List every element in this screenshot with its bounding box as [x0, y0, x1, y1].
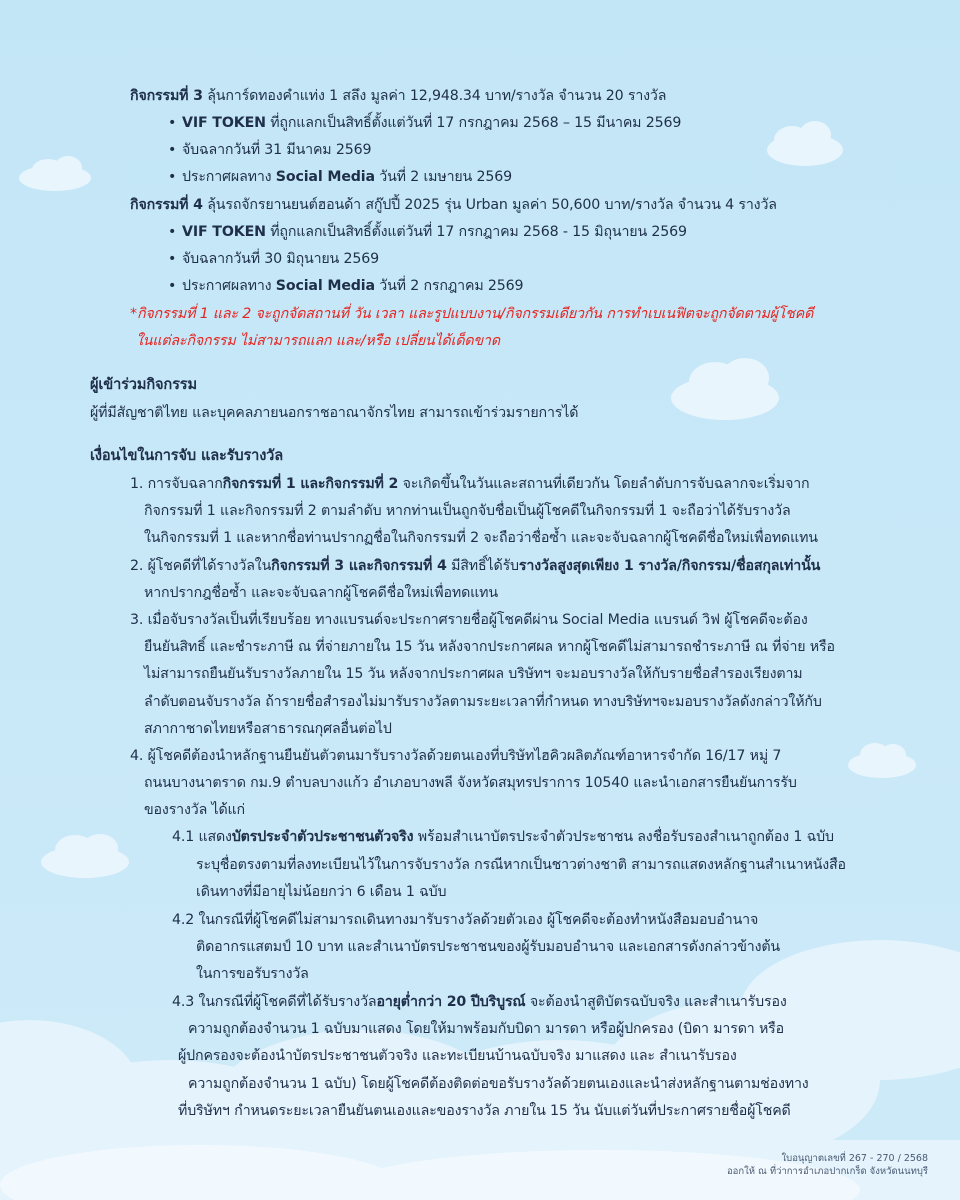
condition-3-line-4: ลำดับตอนจับรางวัล ถ้ารายชื่อสำรองไม่มารับรางวัลตามระยะเวลาที่กำหนด ทางบริษัทฯจะมอบรางวัลดังกล่าวให้กับ [144, 694, 822, 710]
condition-3-line-2: ยืนยันสิทธิ์ และชำระภาษี ณ ที่จ่ายภายใน 15 วัน หลังจากประกาศผล หากผู้โชคดีไม่สามารถชำระภาษี ณ ที่จ่าย หรือ [144, 639, 835, 655]
condition-4-2-line-1: 4.2 ในกรณีที่ผู้โชคดีไม่สามารถเดินทางมารับรางวัลด้วยตัวเอง ผู้โชคดีจะต้องทำหนังสือมอบอำนาจ [172, 912, 759, 928]
activity-3-bullet-token: • VIF TOKEN ที่ถูกแลกเป็นสิทธิ์ตั้งแต่วันที่ 17 กรกฎาคม 2568 – 15 มีนาคม 2569 [168, 115, 682, 131]
condition-3-line-3: ไม่สามารถยืนยันรับรางวัลภายใน 15 วัน หลังจากประกาศผล บริษัทฯ จะมอบรางวัลให้กับรายชื่อสำรองเรียงตาม [144, 666, 803, 682]
condition-2-line-1: 2. ผู้โชคดีที่ได้รางวัลในกิจกรรมที่ 3 และกิจกรรมที่ 4 มีสิทธิ์ได้รับรางวัลสูงสุดเพียง 1 รางวัล/กิจกรรม/ชื่อสกุลเท่านั้น [130, 558, 821, 574]
condition-1-line-1: 1. การจับฉลากกิจกรรมที่ 1 และกิจกรรมที่ 2 จะเกิดขึ้นในวันและสถานที่เดียวกัน โดยลำดับการจับฉลากจะเริ่มจาก [130, 476, 810, 492]
note-line-1: *กิจกรรมที่ 1 และ 2 จะถูกจัดสถานที่ วัน เวลา และรูปแบบงาน/กิจกรรมเดียวกัน การทำเบเนฟิตจะถูกจัดตามผู้โชคดี [130, 306, 814, 322]
license-issuer: ออกให้ ณ ที่ว่าการอำเภอปากเกร็ด จังหวัดนนทบุรี [726, 1166, 928, 1177]
license-number: ใบอนุญาตเลขที่ 267 - 270 / 2568 [781, 1153, 928, 1164]
condition-4-2-line-2: ติดอากรแสตมป์ 10 บาท และสำเนาบัตรประชาชนของผู้รับมอบอำนาจ และเอกสารดังกล่าวข้างต้น [196, 939, 780, 955]
condition-2-line-2: หากปรากฎชื่อซ้ำ และจะจับฉลากผู้โชคดีชื่อใหม่เพื่อทดแทน [144, 585, 498, 601]
condition-4-3-line-4: ความถูกต้องจำนวน 1 ฉบับ) โดยผู้โชคดีต้องติดต่อขอรับรางวัลด้วยตนเองและนำส่งหลักฐานตามช่องทาง [188, 1076, 809, 1092]
activity-3-bullet-announce: • ประกาศผลทาง Social Media วันที่ 2 เมษายน 2569 [168, 169, 512, 185]
condition-4-line-2: ถนนบางนาตราด กม.9 ตำบลบางแก้ว อำเภอบางพลี จังหวัดสมุทรปราการ 10540 และนำเอกสารยืนยันการรับ [144, 775, 797, 791]
condition-4-3-line-5: ที่บริษัทฯ กำหนดระยะเวลายืนยันตนเองและของรางวัล ภายใน 15 วัน นับแต่วันที่ประกาศรายชื่อผู้โชคดี [178, 1103, 791, 1119]
condition-4-line-3: ของรางวัล ได้แก่ [144, 802, 245, 818]
condition-4-3-line-2: ความถูกต้องจำนวน 1 ฉบับมาแสดง โดยให้มาพร้อมกับบิดา มารดา หรือผู้ปกครอง (บิดา มารดา หรือ [188, 1021, 784, 1037]
condition-4-3-line-3: ผู้ปกครองจะต้องนำบัตรประชาชนตัวจริง และทะเบียนบ้านฉบับจริง มาแสดง และ สำเนารับรอง [178, 1048, 737, 1064]
activity-4-bullet-token: • VIF TOKEN ที่ถูกแลกเป็นสิทธิ์ตั้งแต่วันที่ 17 กรกฎาคม 2568 - 15 มิถุนายน 2569 [168, 224, 687, 240]
condition-4-1-line-2: ระบุชื่อตรงตามที่ลงทะเบียนไว้ในการจับรางวัล กรณีหากเป็นชาวต่างชาติ สามารถแสดงหลักฐานสำเนาหนังสือ [196, 857, 846, 873]
condition-3-line-1: 3. เมื่อจับรางวัลเป็นที่เรียบร้อย ทางแบรนด์จะประกาศรายชื่อผู้โชคดีผ่าน Social Media แบรนด์ วิฟ ผู้โชคดีจะต้อง [130, 612, 808, 628]
activity-4-bullet-announce: • ประกาศผลทาง Social Media วันที่ 2 กรกฎาคม 2569 [168, 278, 524, 294]
conditions-heading: เงื่อนไขในการจับ และรับรางวัล [90, 447, 284, 464]
condition-3-line-5: สภากาชาดไทยหรือสาธารณกุศลอื่นต่อไป [144, 721, 392, 737]
condition-1-line-2: กิจกรรมที่ 1 และกิจกรรมที่ 2 ตามลำดับ หากท่านเป็นถูกจับชื่อเป็นผู้โชคดีในกิจกรรมที่ 1 จะถือว่าได้รับรางวัล [144, 503, 791, 519]
activity-3-title: กิจกรรมที่ 3 ลุ้นการ์ดทองคำแท่ง 1 สลึง มูลค่า 12,948.34 บาท/รางวัล จำนวน 20 รางวัล [130, 88, 667, 104]
condition-4-3-line-1: 4.3 ในกรณีที่ผู้โชคดีที่ได้รับรางวัลอายุต่ำกว่า 20 ปีบริบูรณ์ จะต้องนำสูติบัตรฉบับจริง และสำเนารับรอง [172, 994, 787, 1010]
condition-4-1-line-3: เดินทางที่มีอายุไม่น้อยกว่า 6 เดือน 1 ฉบับ [196, 884, 447, 900]
condition-4-2-line-3: ในการขอรับรางวัล [196, 966, 309, 982]
condition-4-1-line-1: 4.1 แสดงบัตรประจำตัวประชาชนตัวจริง พร้อมสำเนาบัตรประจำตัวประชาชน ลงชื่อรับรองสำเนาถูกต้อง 1 ฉบับ [172, 829, 834, 845]
note-line-2: ในแต่ละกิจกรรม ไม่สามารถแลก และ/หรือ เปลี่ยนได้เด็ดขาด [136, 333, 500, 349]
participants-text: ผู้ที่มีสัญชาติไทย และบุคคลภายนอกราชอาณาจักรไทย สามารถเข้าร่วมรายการได้ [90, 405, 579, 421]
condition-1-line-3: ในกิจกรรมที่ 1 และหากชื่อท่านปรากฏชื่อในกิจกรรมที่ 2 จะถือว่าชื่อซ้ำ และจะจับฉลากผู้โชคดีชื่อใหม่เพื่อทดแทน [144, 530, 818, 546]
activity-4-bullet-draw: • จับฉลากวันที่ 30 มิถุนายน 2569 [168, 251, 379, 267]
activity-3-bullet-draw: • จับฉลากวันที่ 31 มีนาคม 2569 [168, 142, 372, 158]
participants-heading: ผู้เข้าร่วมกิจกรรม [90, 376, 197, 393]
activity-4-title: กิจกรรมที่ 4 ลุ้นรถจักรยานยนต์ฮอนด้า สกู๊ปปี้ 2025 รุ่น Urban มูลค่า 50,600 บาท/รางวัล จำนวน 4 รางวัล [130, 197, 777, 213]
condition-4-line-1: 4. ผู้โชคดีต้องนำหลักฐานยืนยันตัวตนมารับรางวัลด้วยตนเองที่บริษัทไฮคิวผลิตภัณฑ์อาหารจำกัด 16/17 หมู่ 7 [130, 748, 782, 764]
